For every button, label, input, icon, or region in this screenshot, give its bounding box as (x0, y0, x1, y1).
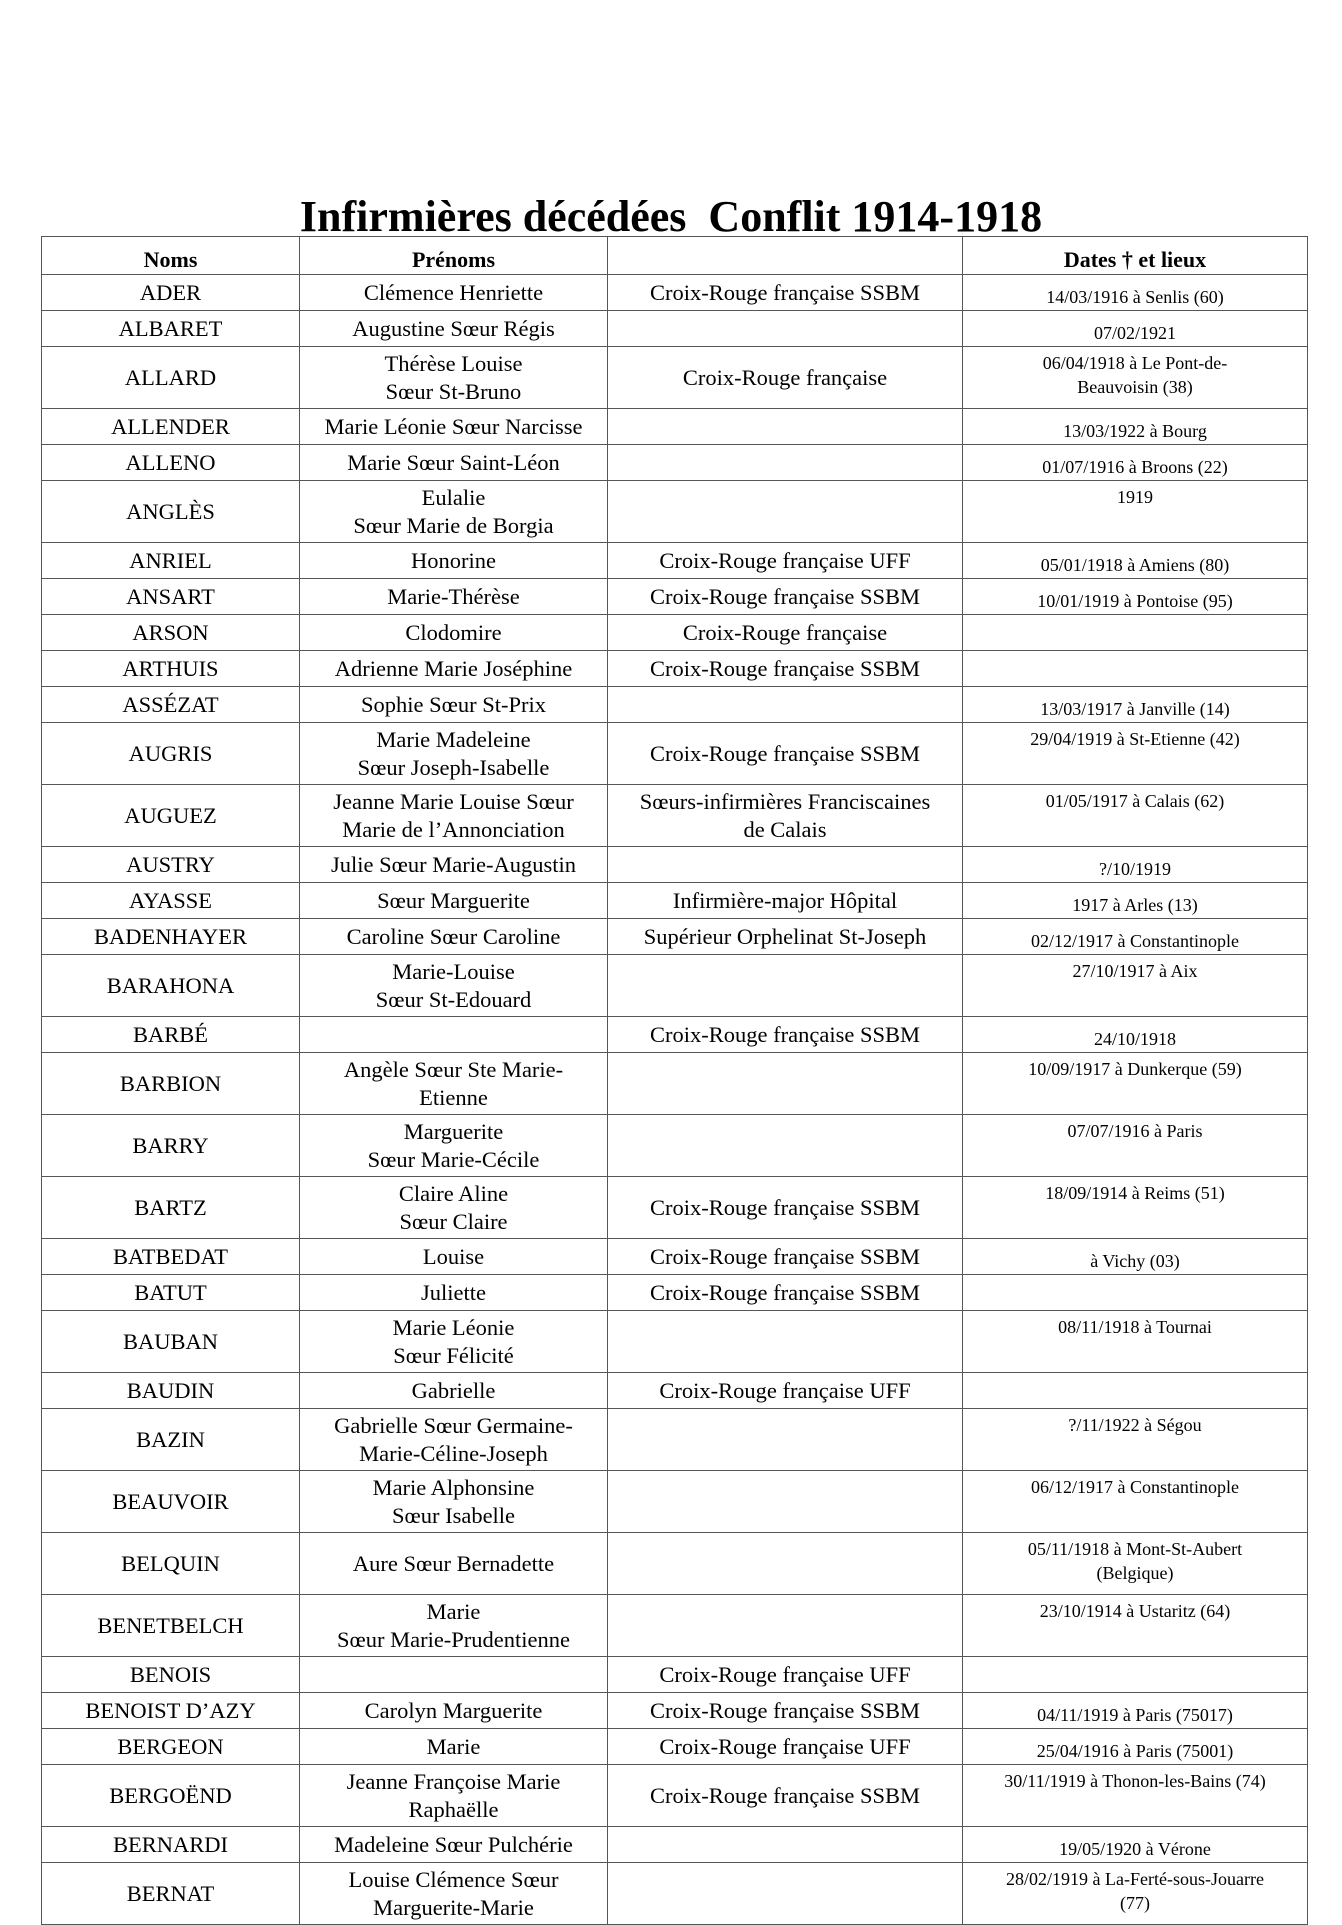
table-row (42, 1595, 1308, 1657)
cell-nom: BARTZ (42, 1177, 300, 1239)
cell-prenoms (300, 1409, 608, 1471)
cell-organisation (608, 1863, 963, 1925)
cell-date-lieu (963, 1115, 1308, 1177)
cell-date-lieu (963, 1239, 1308, 1275)
cell-prenoms-line: Clémence Henriette (363, 279, 544, 305)
table-row (42, 955, 1308, 1017)
table-row (42, 1657, 1308, 1693)
cell-nom: BENOIS (42, 1657, 300, 1693)
cell-organisation (608, 1729, 963, 1765)
cell-prenoms-line: Sœur Marie-Prudentienne (336, 1626, 571, 1652)
cell-organisation (608, 481, 963, 543)
table-row (42, 1693, 1308, 1729)
cell-date-lieu-line: 27/10/1917 à Aix (1072, 961, 1198, 981)
register-table (41, 236, 1308, 1925)
cell-nom: BADENHAYER (42, 919, 300, 955)
cell-prenoms-line: Sœur Claire (399, 1208, 508, 1234)
cell-nom: BERNARDI (42, 1827, 300, 1863)
table-row (42, 445, 1308, 481)
cell-organisation (608, 1177, 963, 1239)
cell-prenoms-line: Claire Aline (398, 1180, 509, 1206)
cell-prenoms-line: Marguerite (403, 1118, 504, 1144)
cell-organisation (608, 543, 963, 579)
cell-prenoms-line: Sœur Marie de Borgia (353, 512, 554, 538)
cell-prenoms (300, 579, 608, 615)
cell-organisation (608, 579, 963, 615)
cell-nom: BERNAT (42, 1863, 300, 1925)
cell-organisation-line: Croix-Rouge française UFF (659, 1733, 911, 1759)
cell-date-lieu (963, 1657, 1308, 1693)
cell-organisation (608, 651, 963, 687)
cell-prenoms-line: Sophie Sœur St-Prix (360, 691, 547, 717)
table-row (42, 1471, 1308, 1533)
cell-date-lieu (963, 615, 1308, 651)
cell-nom: AYASSE (42, 883, 300, 919)
cell-organisation (608, 723, 963, 785)
cell-prenoms-line: Raphaëlle (408, 1796, 499, 1822)
cell-organisation-line: Croix-Rouge française (682, 364, 888, 390)
cell-prenoms-line: Sœur St-Edouard (375, 986, 532, 1012)
cell-date-lieu-line: (77) (1120, 1893, 1150, 1913)
cell-organisation-line: Infirmière-major Hôpital (672, 887, 898, 913)
cell-date-lieu (963, 275, 1308, 311)
cell-prenoms (300, 1017, 608, 1053)
cell-date-lieu (963, 687, 1308, 723)
cell-date-lieu-line: 01/07/1916 à Broons (22) (1042, 457, 1228, 477)
cell-nom: ANGLÈS (42, 481, 300, 543)
cell-organisation (608, 1311, 963, 1373)
cell-nom: ALLENDER (42, 409, 300, 445)
cell-date-lieu-line: (Belgique) (1096, 1563, 1174, 1583)
cell-date-lieu (963, 723, 1308, 785)
cell-nom: BARBION (42, 1053, 300, 1115)
cell-nom: ASSÉZAT (42, 687, 300, 723)
cell-nom: BARRY (42, 1115, 300, 1177)
cell-date-lieu-line: ?/10/1919 (1099, 859, 1171, 879)
table-row (42, 1827, 1308, 1863)
cell-prenoms-line: Julie Sœur Marie-Augustin (331, 851, 576, 877)
cell-date-lieu (963, 1765, 1308, 1827)
cell-date-lieu (963, 1177, 1308, 1239)
cell-date-lieu (963, 579, 1308, 615)
cell-prenoms-line: Jeanne Marie Louise Sœur (333, 788, 574, 814)
header-organisation (608, 237, 963, 275)
table-row (42, 651, 1308, 687)
cell-prenoms-line: Adrienne Marie Joséphine (334, 655, 573, 681)
cell-nom: BERGOËND (42, 1765, 300, 1827)
cell-date-lieu-line: 13/03/1917 à Janville (14) (1040, 699, 1230, 719)
cell-organisation-line: Croix-Rouge française SSBM (650, 1782, 920, 1808)
cell-date-lieu (963, 1017, 1308, 1053)
cell-date-lieu (963, 311, 1308, 347)
cell-organisation (608, 883, 963, 919)
table-body (42, 275, 1308, 1925)
cell-organisation (608, 347, 963, 409)
cell-prenoms (300, 347, 608, 409)
cell-organisation (608, 409, 963, 445)
cell-prenoms-line: Aure Sœur Bernadette (352, 1550, 555, 1576)
cell-prenoms-line: Thérèse Louise (384, 350, 523, 376)
cell-date-lieu (963, 883, 1308, 919)
cell-organisation-line: Croix-Rouge française SSBM (650, 1697, 920, 1723)
cell-organisation (608, 615, 963, 651)
cell-prenoms-line: Gabrielle Sœur Germaine- (334, 1412, 573, 1438)
cell-date-lieu-line: 29/04/1919 à St-Etienne (42) (1030, 729, 1240, 749)
cell-organisation-line: de Calais (743, 816, 827, 842)
cell-organisation-line: Croix-Rouge française SSBM (650, 1279, 920, 1305)
cell-prenoms (300, 883, 608, 919)
table-row (42, 1373, 1308, 1409)
cell-organisation (608, 847, 963, 883)
cell-date-lieu-line: à Vichy (03) (1090, 1251, 1180, 1271)
cell-date-lieu (963, 543, 1308, 579)
cell-date-lieu-line: 07/07/1916 à Paris (1067, 1121, 1203, 1141)
table-row (42, 919, 1308, 955)
cell-organisation-line: Sœurs-infirmières Franciscaines (639, 788, 931, 814)
page-title: Infirmières décédées Conflit 1914-1918 (299, 192, 1043, 242)
cell-prenoms-line: Marie Alphonsine (372, 1474, 535, 1500)
cell-prenoms (300, 1765, 608, 1827)
cell-nom: BENOIST D’AZY (42, 1693, 300, 1729)
cell-prenoms-line: Eulalie (421, 484, 486, 510)
cell-organisation-line: Supérieur Orphelinat St-Joseph (643, 923, 927, 949)
cell-date-lieu-line: 05/01/1918 à Amiens (80) (1040, 555, 1230, 575)
cell-organisation (608, 1765, 963, 1827)
cell-prenoms-line: Madeleine Sœur Pulchérie (334, 1831, 573, 1857)
cell-organisation-line: Croix-Rouge française SSBM (650, 1243, 920, 1269)
cell-date-lieu (963, 409, 1308, 445)
cell-date-lieu (963, 347, 1308, 409)
cell-prenoms-line: Juliette (421, 1279, 486, 1305)
table-row (42, 409, 1308, 445)
cell-organisation (608, 1657, 963, 1693)
cell-date-lieu (963, 1275, 1308, 1311)
cell-prenoms (300, 1053, 608, 1115)
cell-date-lieu-line: 24/10/1918 (1093, 1029, 1176, 1049)
cell-organisation (608, 311, 963, 347)
cell-nom: BARAHONA (42, 955, 300, 1017)
cell-date-lieu-line: 23/10/1914 à Ustaritz (64) (1039, 1601, 1231, 1621)
cell-date-lieu-line: 30/11/1919 à Thonon-les-Bains (74) (1004, 1771, 1266, 1791)
cell-prenoms-line: Marie Madeleine (376, 726, 531, 752)
table-row (42, 311, 1308, 347)
cell-date-lieu-line: 06/04/1918 à Le Pont-de- (1042, 353, 1228, 373)
cell-prenoms (300, 1471, 608, 1533)
cell-date-lieu-line: 01/05/1917 à Calais (62) (1045, 791, 1225, 811)
cell-prenoms (300, 1863, 608, 1925)
cell-prenoms (300, 1311, 608, 1373)
table-row (42, 1765, 1308, 1827)
cell-organisation (608, 1533, 963, 1595)
cell-prenoms (300, 1239, 608, 1275)
cell-prenoms-line: Sœur St-Bruno (385, 378, 522, 404)
cell-nom: AUGUEZ (42, 785, 300, 847)
cell-organisation (608, 687, 963, 723)
cell-prenoms (300, 1115, 608, 1177)
cell-prenoms-line: Marie (426, 1733, 481, 1759)
cell-prenoms (300, 651, 608, 687)
cell-organisation-line: Croix-Rouge française SSBM (650, 279, 920, 305)
cell-organisation (608, 1827, 963, 1863)
cell-date-lieu-line: 08/11/1918 à Tournai (1058, 1317, 1212, 1337)
cell-prenoms-line: Etienne (419, 1084, 488, 1110)
cell-prenoms (300, 1533, 608, 1595)
header-dates-lieux: Dates † et lieux (963, 237, 1308, 275)
cell-organisation (608, 1239, 963, 1275)
cell-prenoms (300, 615, 608, 651)
cell-date-lieu-line: 07/02/1921 (1093, 323, 1176, 343)
table-row (42, 1177, 1308, 1239)
cell-nom: AUSTRY (42, 847, 300, 883)
cell-organisation (608, 1115, 963, 1177)
cell-nom: ARSON (42, 615, 300, 651)
cell-date-lieu-line: 04/11/1919 à Paris (75017) (1037, 1705, 1233, 1725)
table-row (42, 1053, 1308, 1115)
table-row (42, 687, 1308, 723)
cell-organisation (608, 785, 963, 847)
table-row (42, 1275, 1308, 1311)
cell-date-lieu-line: 06/12/1917 à Constantinople (1031, 1477, 1239, 1497)
cell-date-lieu (963, 481, 1308, 543)
table-row (42, 723, 1308, 785)
cell-date-lieu (963, 1533, 1308, 1595)
cell-date-lieu-line: 10/09/1917 à Dunkerque (59) (1028, 1059, 1242, 1079)
cell-nom: BATBEDAT (42, 1239, 300, 1275)
cell-organisation (608, 445, 963, 481)
cell-prenoms-line: Marie (426, 1598, 481, 1624)
table-row (42, 615, 1308, 651)
cell-date-lieu (963, 445, 1308, 481)
cell-date-lieu (963, 1053, 1308, 1115)
cell-prenoms-line: Angèle Sœur Ste Marie- (343, 1056, 564, 1082)
cell-date-lieu (963, 1471, 1308, 1533)
cell-prenoms (300, 1657, 608, 1693)
cell-organisation (608, 1595, 963, 1657)
cell-organisation (608, 275, 963, 311)
table-row (42, 1239, 1308, 1275)
cell-date-lieu-line: 13/03/1922 à Bourg (1063, 421, 1207, 441)
cell-prenoms-line: Marie-Thérèse (387, 583, 520, 609)
cell-date-lieu (963, 1827, 1308, 1863)
cell-prenoms-line: Sœur Joseph-Isabelle (357, 754, 550, 780)
table-row (42, 579, 1308, 615)
cell-organisation-line: Croix-Rouge française SSBM (650, 655, 920, 681)
cell-date-lieu (963, 1863, 1308, 1925)
cell-prenoms (300, 785, 608, 847)
cell-prenoms-line: Honorine (411, 547, 496, 573)
cell-prenoms (300, 723, 608, 785)
table-row (42, 275, 1308, 311)
cell-nom: BAZIN (42, 1409, 300, 1471)
cell-date-lieu (963, 1373, 1308, 1409)
cell-prenoms-line: Louise Clémence Sœur (348, 1866, 559, 1892)
cell-date-lieu (963, 1409, 1308, 1471)
cell-date-lieu-line: Beauvoisin (38) (1077, 377, 1193, 397)
cell-prenoms-line: Marie Léonie Sœur Narcisse (324, 413, 583, 439)
cell-date-lieu (963, 651, 1308, 687)
cell-organisation (608, 1471, 963, 1533)
table-row (42, 1533, 1308, 1595)
cell-nom: ANRIEL (42, 543, 300, 579)
cell-prenoms-line: Clodomire (405, 619, 502, 645)
cell-nom: BENETBELCH (42, 1595, 300, 1657)
cell-prenoms-line: Marie de l’Annonciation (342, 816, 565, 842)
cell-prenoms (300, 1693, 608, 1729)
table-row (42, 347, 1308, 409)
cell-organisation (608, 919, 963, 955)
cell-prenoms (300, 1827, 608, 1863)
cell-nom: AUGRIS (42, 723, 300, 785)
cell-organisation-line: Croix-Rouge française UFF (659, 547, 911, 573)
cell-prenoms-line: Caroline Sœur Caroline (346, 923, 561, 949)
cell-date-lieu (963, 1595, 1308, 1657)
cell-prenoms (300, 1373, 608, 1409)
cell-prenoms-line: Carolyn Marguerite (364, 1697, 543, 1723)
cell-nom: ALLENO (42, 445, 300, 481)
cell-prenoms-line: Marie Sœur Saint-Léon (347, 449, 560, 475)
cell-prenoms (300, 543, 608, 579)
table-row (42, 1863, 1308, 1925)
cell-prenoms (300, 311, 608, 347)
cell-date-lieu-line: 19/05/1920 à Vérone (1059, 1839, 1211, 1859)
cell-prenoms (300, 687, 608, 723)
cell-date-lieu-line: ?/11/1922 à Ségou (1068, 1415, 1202, 1435)
cell-organisation-line: Croix-Rouge française UFF (659, 1377, 911, 1403)
cell-nom: ANSART (42, 579, 300, 615)
cell-nom: BAUBAN (42, 1311, 300, 1373)
cell-prenoms-line: Jeanne Françoise Marie (346, 1768, 561, 1794)
cell-prenoms (300, 275, 608, 311)
table-row (42, 847, 1308, 883)
cell-prenoms (300, 1177, 608, 1239)
cell-organisation-line: Croix-Rouge française SSBM (650, 1194, 920, 1220)
cell-nom: BEAUVOIR (42, 1471, 300, 1533)
cell-prenoms-line: Marie-Céline-Joseph (359, 1440, 548, 1466)
cell-prenoms (300, 919, 608, 955)
cell-organisation (608, 1693, 963, 1729)
table-row (42, 1311, 1308, 1373)
cell-prenoms-line: Marie-Louise (392, 958, 515, 984)
cell-prenoms (300, 481, 608, 543)
cell-organisation-line: Croix-Rouge française UFF (659, 1661, 911, 1687)
table-row (42, 1729, 1308, 1765)
cell-nom: BAUDIN (42, 1373, 300, 1409)
cell-organisation (608, 1275, 963, 1311)
cell-nom: BARBÉ (42, 1017, 300, 1053)
cell-prenoms-line: Louise (422, 1243, 485, 1269)
cell-organisation (608, 1409, 963, 1471)
cell-date-lieu (963, 1729, 1308, 1765)
cell-date-lieu-line: 18/09/1914 à Reims (51) (1045, 1183, 1225, 1203)
table-row (42, 543, 1308, 579)
cell-nom: ALLARD (42, 347, 300, 409)
cell-date-lieu-line: 25/04/1916 à Paris (75001) (1036, 1741, 1234, 1761)
cell-date-lieu-line: 1919 (1117, 487, 1153, 507)
table-row (42, 481, 1308, 543)
cell-prenoms (300, 847, 608, 883)
cell-date-lieu (963, 785, 1308, 847)
table-row (42, 1017, 1308, 1053)
cell-prenoms-line: Marguerite-Marie (373, 1894, 534, 1920)
cell-organisation-line: Croix-Rouge française SSBM (650, 1021, 920, 1047)
header-prenoms: Prénoms (300, 237, 608, 275)
cell-nom: BATUT (42, 1275, 300, 1311)
cell-organisation (608, 1053, 963, 1115)
header-row (42, 237, 1308, 275)
cell-date-lieu (963, 1693, 1308, 1729)
cell-date-lieu-line: 1917 à Arles (13) (1072, 895, 1198, 915)
header-noms: Noms (42, 237, 300, 275)
cell-nom: ARTHUIS (42, 651, 300, 687)
cell-prenoms (300, 1595, 608, 1657)
table-row (42, 785, 1308, 847)
cell-prenoms-line: Augustine Sœur Régis (352, 315, 555, 341)
cell-prenoms-line: Gabrielle (411, 1377, 496, 1403)
cell-prenoms-line: Marie Léonie (392, 1314, 515, 1340)
table-row (42, 1115, 1308, 1177)
cell-nom: BELQUIN (42, 1533, 300, 1595)
cell-nom: BERGEON (42, 1729, 300, 1765)
cell-organisation-line: Croix-Rouge française (682, 619, 888, 645)
cell-organisation (608, 955, 963, 1017)
cell-prenoms-line: Sœur Marie-Cécile (367, 1146, 540, 1172)
cell-organisation (608, 1373, 963, 1409)
table-row (42, 1409, 1308, 1471)
cell-prenoms-line: Sœur Marguerite (377, 887, 530, 913)
cell-nom: ALBARET (42, 311, 300, 347)
cell-organisation (608, 1017, 963, 1053)
cell-date-lieu (963, 955, 1308, 1017)
cell-date-lieu-line: 02/12/1917 à Constantinople (1031, 931, 1239, 951)
cell-date-lieu (963, 847, 1308, 883)
cell-prenoms-line: Sœur Isabelle (391, 1502, 516, 1528)
cell-date-lieu (963, 1311, 1308, 1373)
table-header (42, 237, 1308, 275)
cell-date-lieu (963, 919, 1308, 955)
cell-prenoms (300, 955, 608, 1017)
cell-date-lieu-line: 05/11/1918 à Mont-St-Aubert (1027, 1539, 1243, 1559)
cell-date-lieu-line: 28/02/1919 à La-Ferté-sous-Jouarre (1006, 1869, 1264, 1889)
cell-nom: ADER (42, 275, 300, 311)
cell-organisation-line: Croix-Rouge française SSBM (650, 583, 920, 609)
cell-prenoms-line: Sœur Félicité (393, 1342, 514, 1368)
cell-prenoms (300, 1275, 608, 1311)
cell-prenoms (300, 409, 608, 445)
cell-prenoms (300, 445, 608, 481)
cell-prenoms (300, 1729, 608, 1765)
cell-date-lieu-line: 10/01/1919 à Pontoise (95) (1037, 591, 1233, 611)
cell-date-lieu-line: 14/03/1916 à Senlis (60) (1046, 287, 1224, 307)
cell-organisation-line: Croix-Rouge française SSBM (650, 740, 920, 766)
table-row (42, 883, 1308, 919)
